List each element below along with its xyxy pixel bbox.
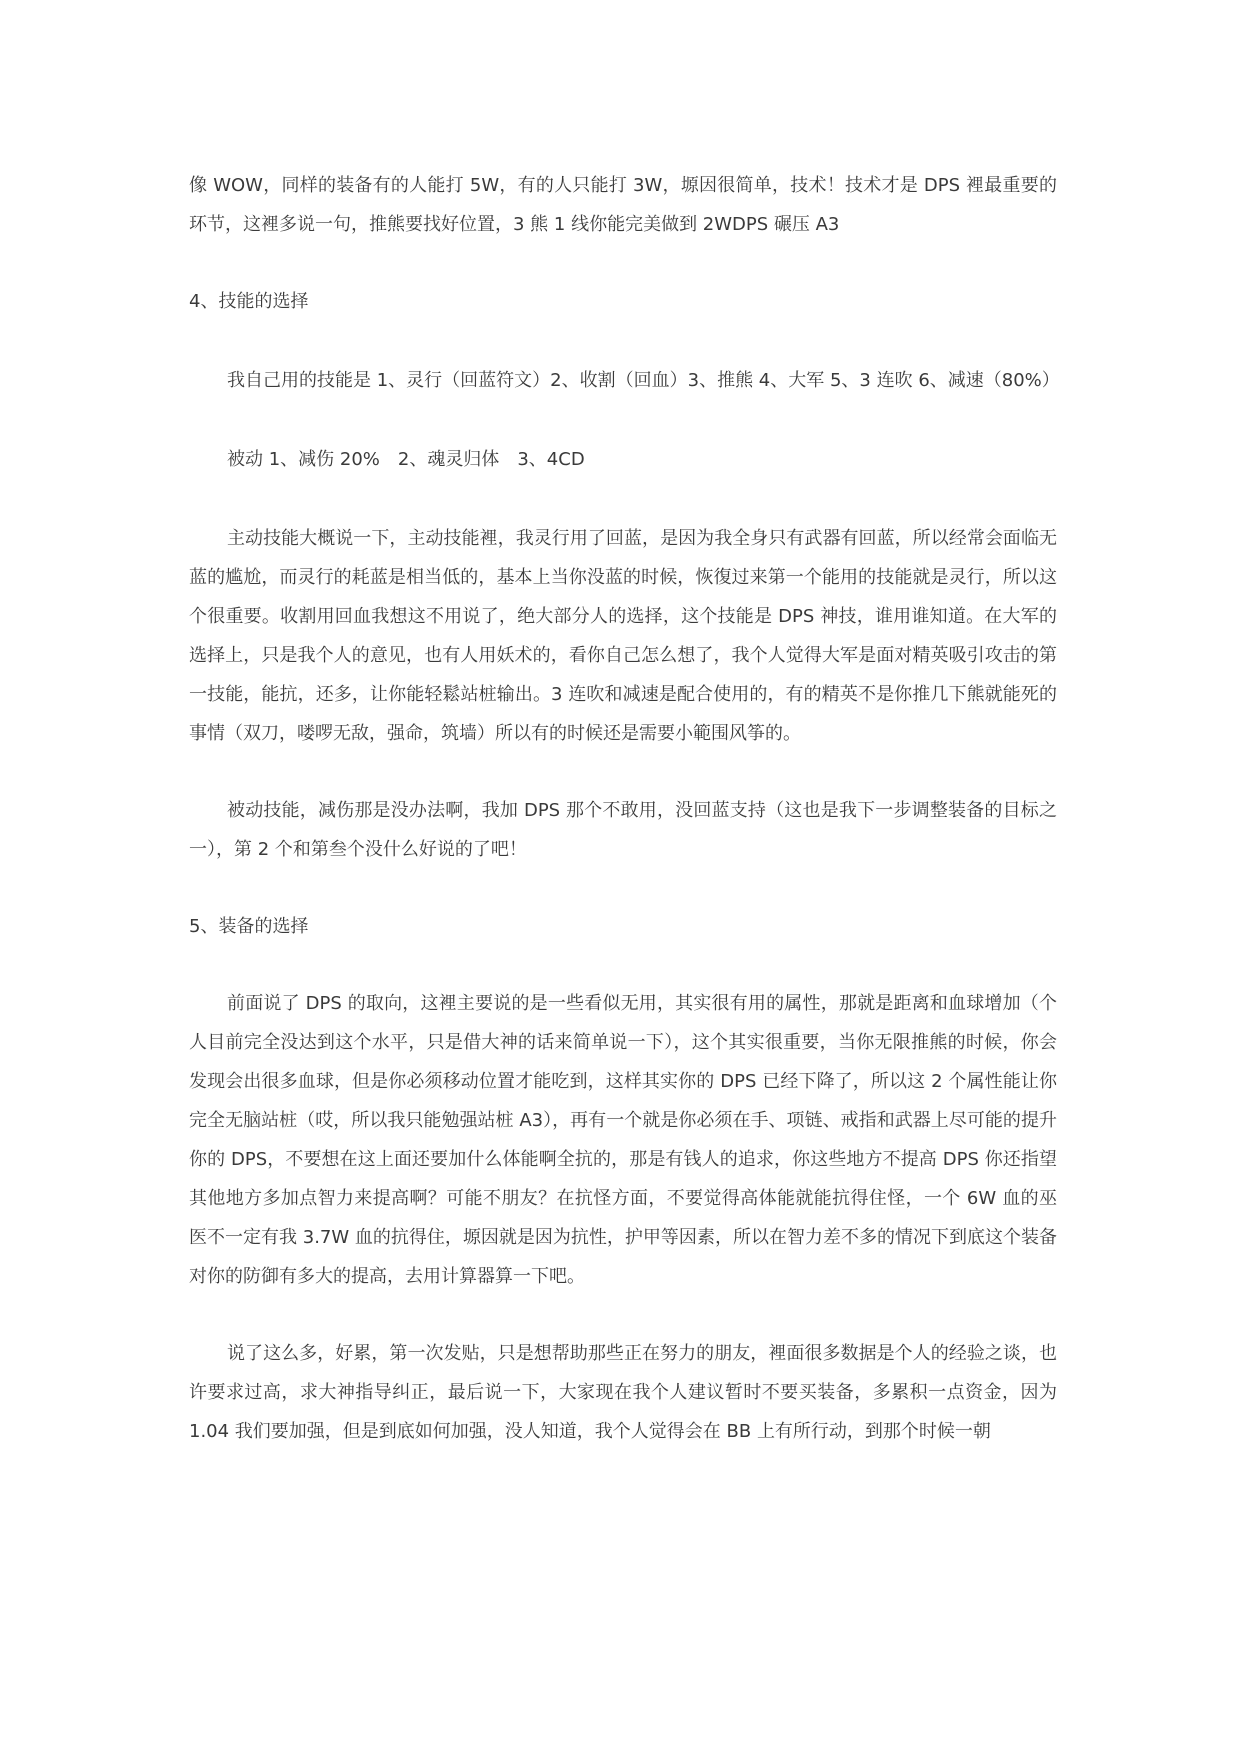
paragraph-active-skills-explained: 主动技能大概说一下，主动技能裡，我灵行用了回蓝，是因为我全身只有武器有回蓝，所以经常会面临无蓝的尴尬，而灵行的耗蓝是相当低的，基本上当你没蓝的时候，恢復过来第一个能用的技能就是灵行，所以这个很重要。收割用回血我想这不用说了，绝大部分人的选择，这个技能是 DPS 神技，谁用谁知道。在大军的选择上，只是我个人的意见，也有人用妖术的，看你自己怎么想了，我个人觉得大军是面对精英吸引攻击的第一技能，能抗，还多，让你能轻鬆站桩输出。3 连吹和减速是配合使用的，有的精英不是你推几下熊就能死的事情（双刀，喽啰无敌，强命，筑墙）所以有的时候还是需要小範围风筝的。 (189, 528, 1057, 744)
paragraph-dps-technique: 像 WOW，同样的装备有的人能打 5W，有的人只能打 3W，塬因很简单，技术！技术才是 DPS 裡最重要的环节，这裡多说一句，推熊要找好位置，3 熊 1 线你能完美做到 2WDPS 碾压 A3 (189, 175, 1057, 235)
paragraph-active-skills-list: 我自己用的技能是 1、灵行（回蓝符文）2、收割（回血）3、推熊 4、大军 5、3 连吹 6、减速（80%） (227, 370, 1060, 391)
paragraph-passive-skills-explained: 被动技能，减伤那是没办法啊，我加 DPS 那个不敢用，没回蓝支持（这也是我下一步调整装备的目标之一），第 2 个和第叁个没什么好说的了吧！ (189, 800, 1057, 860)
paragraph-equipment-attributes: 前面说了 DPS 的取向，这裡主要说的是一些看似无用，其实很有用的属性，那就是距离和血球增加（个人目前完全没达到这个水平，只是借大神的话来简单说一下），这个其实很重要，当你无限推熊的时候，你会发现会出很多血球，但是你必须移动位置才能吃到，这样其实你的 DPS 已经下降了，所以这 2 个属性能让你完全无脑站桩（哎，所以我只能勉强站桩 A3），再有一个就是你必须在手、项链、戒指和武器上尽可能的提升你的 DPS，不要想在这上面还要加什么体能啊全抗的，那是有钱人的追求，你这些地方不提高 DPS 你还指望其他地方多加点智力来提高啊？可能不朋友？在抗怪方面，不要觉得高体能就能抗得住怪，一个 6W 血的巫医不一定有我 3.7W 血的抗得住，塬因就是因为抗性，护甲等因素，所以在智力差不多的情况下到底这个装备对你的防御有多大的提高，去用计算器算一下吧。 (189, 993, 1057, 1287)
section-heading-skills: 4、技能的选择 (189, 291, 309, 312)
paragraph-closing-remarks: 说了这么多，好累，第一次发贴，只是想帮助那些正在努力的朋友，裡面很多数据是个人的经验之谈，也许要求过高，求大神指导纠正，最后说一下，大家现在我个人建议暂时不要买装备，多累积一点资金，因为 1.04 我们要加强，但是到底如何加强，没人知道，我个人觉得会在 BB 上有所行动，到那个时候一朝 (189, 1343, 1057, 1442)
paragraph-passive-skills-list: 被动 1、减伤 20% 2、魂灵归体 3、4CD (227, 449, 585, 470)
section-heading-equipment: 5、装备的选择 (189, 916, 309, 937)
article-body (189, 166, 1060, 1451)
